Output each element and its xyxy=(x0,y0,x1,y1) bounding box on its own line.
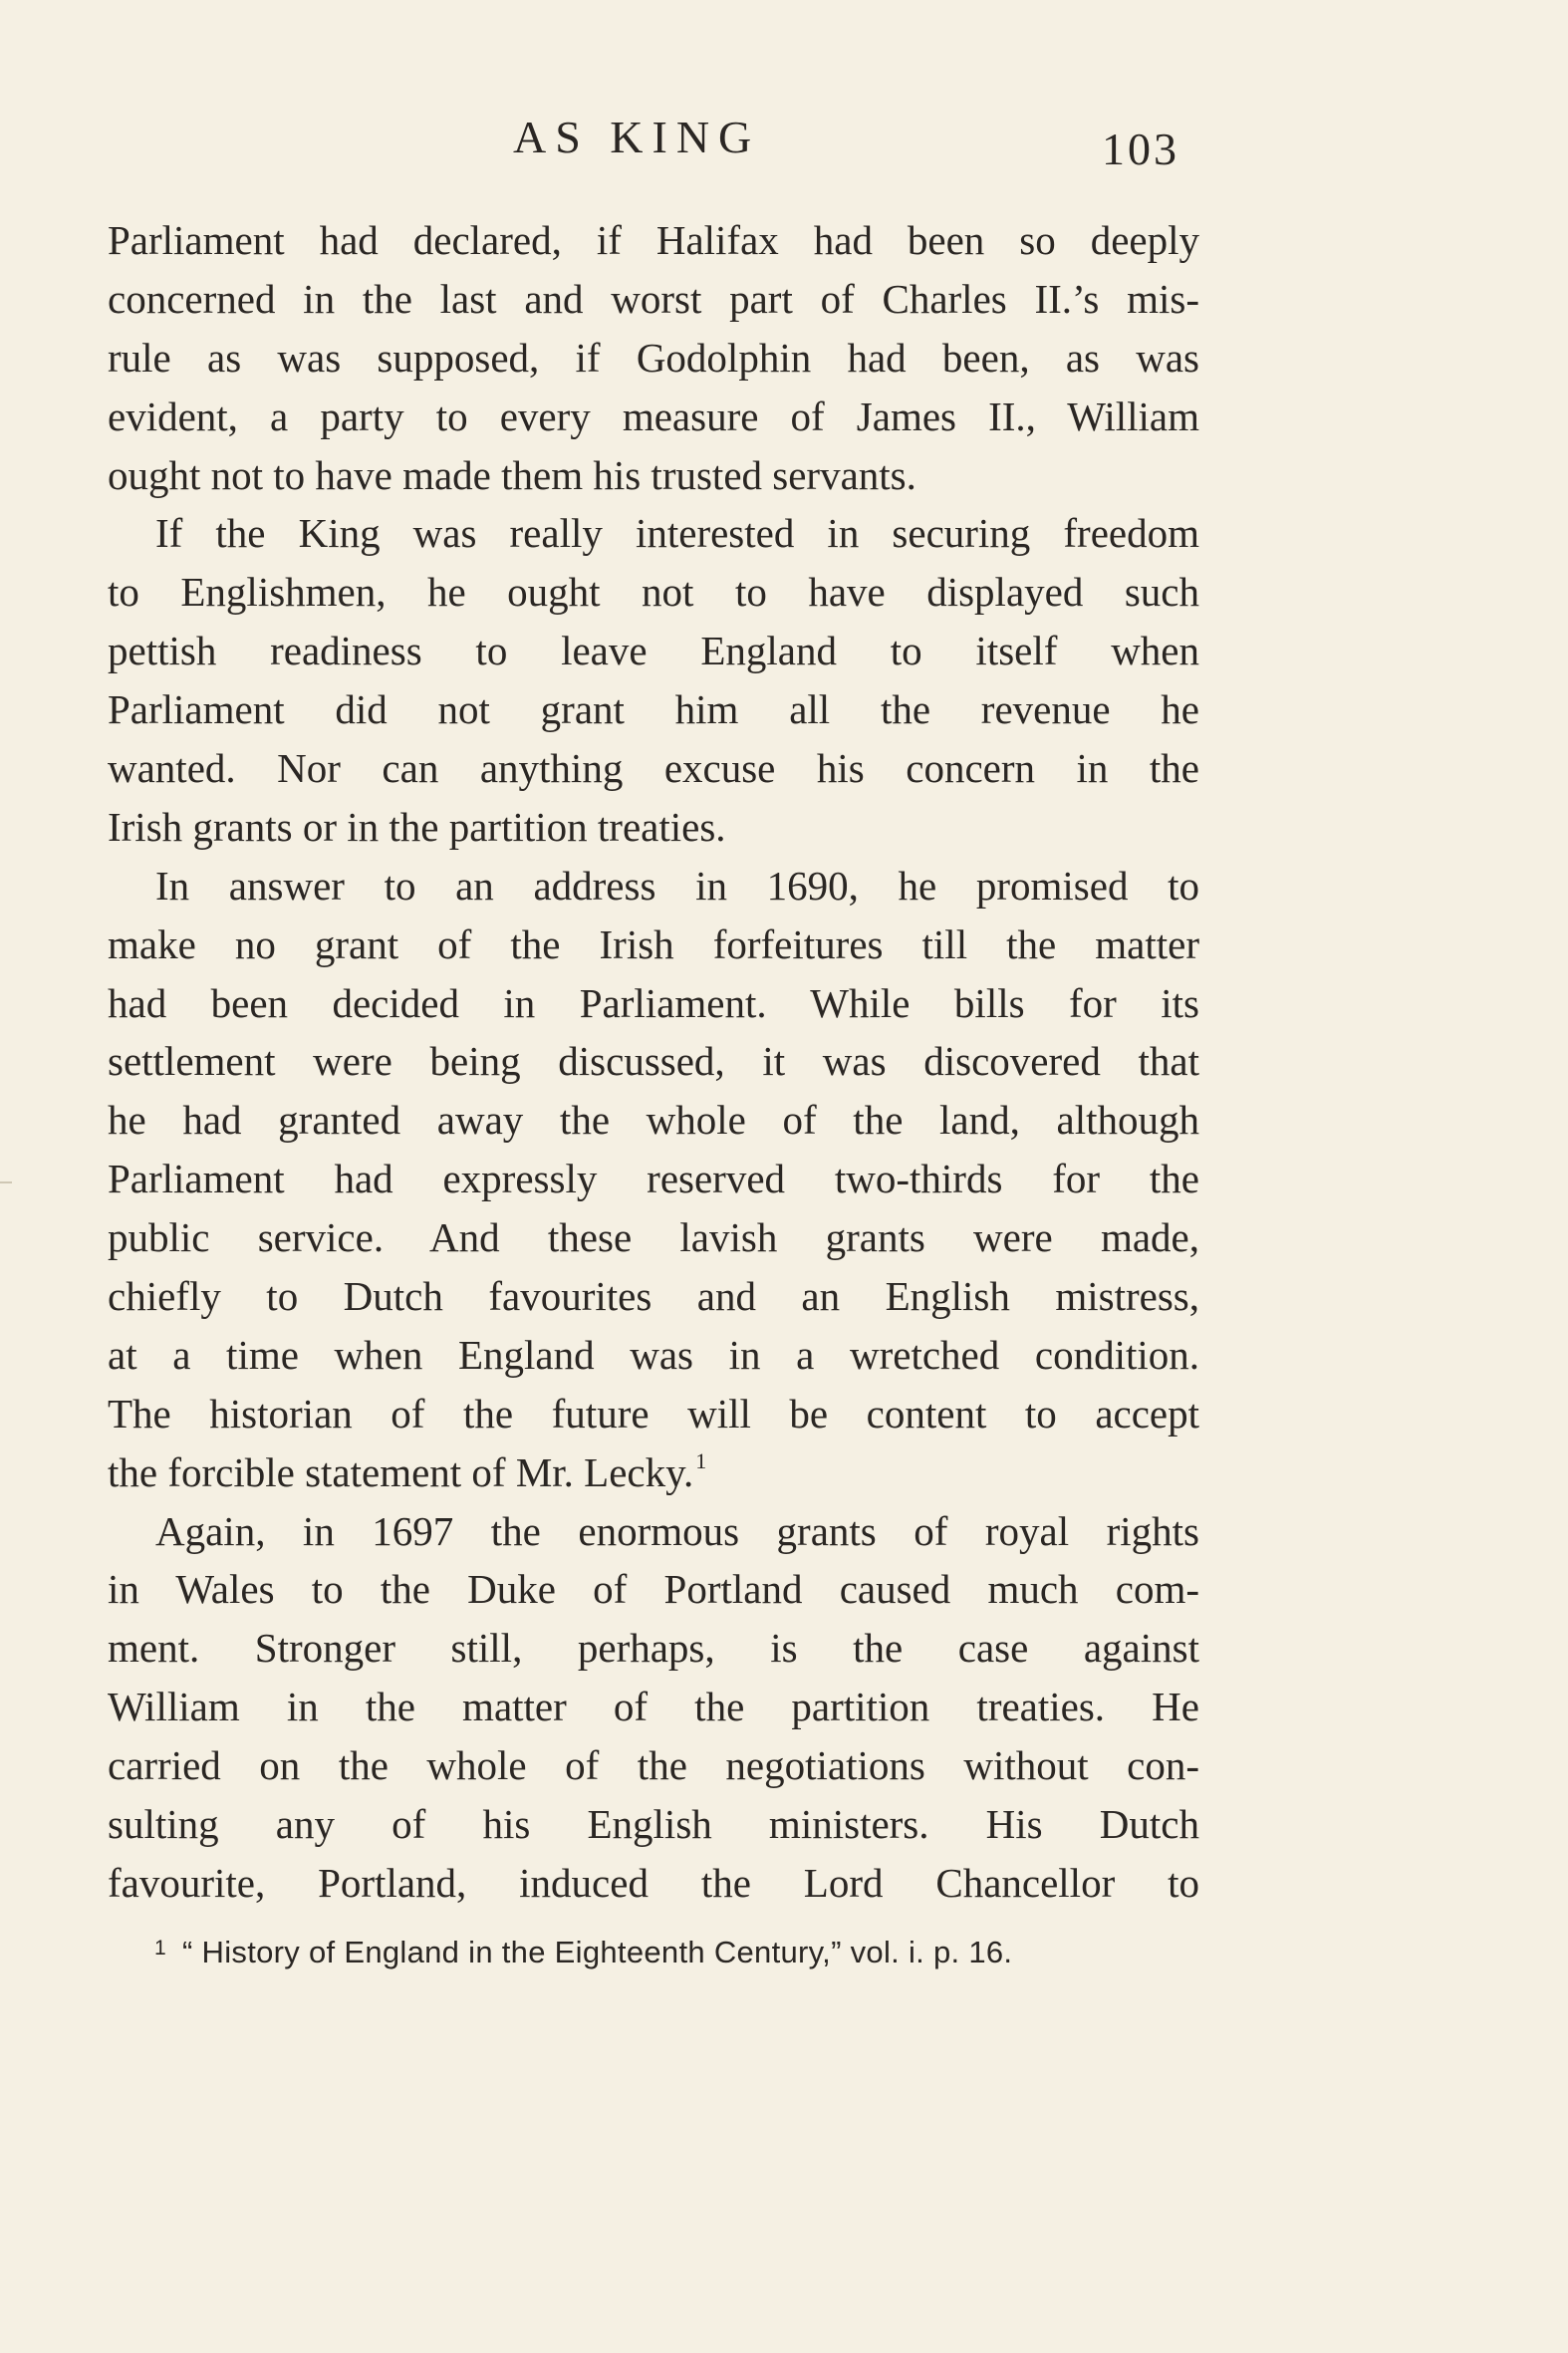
text-line xyxy=(108,563,1199,622)
text-line-content: had been decided in Parliament. While bills for its xyxy=(108,979,1199,1026)
text-line xyxy=(108,1795,1199,1854)
text-line xyxy=(108,1854,1199,1913)
text-line-content: the forcible statement of Mr. Lecky. xyxy=(108,1448,694,1495)
text-line xyxy=(108,974,1199,1033)
text-line-content: Again, in 1697 the enormous grants of royal rights xyxy=(155,1507,1199,1554)
text-line xyxy=(108,798,1199,857)
text-line xyxy=(108,1736,1199,1795)
text-line-content: public service. And these lavish grants were made, xyxy=(108,1214,1199,1261)
text-line xyxy=(108,270,1199,329)
text-line-content: to Englishmen, he ought not to have displayed such xyxy=(108,569,1199,616)
text-line-content: If the King was really interested in securing freedom xyxy=(155,510,1199,557)
text-line xyxy=(108,739,1199,798)
text-line-content: settlement were being discussed, it was discovered that xyxy=(108,1038,1199,1085)
margin-mark xyxy=(0,1181,12,1183)
text-line-content: The historian of the future will be content to accept xyxy=(108,1390,1199,1437)
text-line xyxy=(108,857,1199,915)
text-line xyxy=(108,1619,1199,1678)
text-line xyxy=(108,1502,1199,1561)
text-line xyxy=(108,329,1199,388)
text-line-content: Parliament had expressly reserved two-thirds for the xyxy=(108,1156,1199,1202)
text-line-content: Irish grants or in the partition treaties. xyxy=(108,803,726,850)
text-line-content: In answer to an address in 1690, he promised to xyxy=(155,862,1199,909)
text-line xyxy=(108,504,1199,563)
text-line xyxy=(108,1208,1199,1267)
text-line xyxy=(108,388,1199,446)
text-line xyxy=(108,1678,1199,1736)
page-number: 103 xyxy=(1102,124,1179,174)
footnote-reference: 1 xyxy=(695,1447,707,1473)
text-line-content: make no grant of the Irish forfeitures till the matter xyxy=(108,920,1199,967)
text-line-content: rule as was supposed, if Godolphin had been, as was xyxy=(108,334,1199,381)
text-line-content: evident, a party to every measure of James II., William xyxy=(108,392,1199,439)
text-line xyxy=(108,211,1199,270)
text-line-content: favourite, Portland, induced the Lord Chancellor to xyxy=(108,1859,1199,1906)
text-line xyxy=(108,1150,1199,1208)
footnote xyxy=(154,1928,1012,1981)
running-head xyxy=(0,108,1568,174)
footnote-mark: 1 xyxy=(154,1937,166,1960)
text-line-content: sulting any of his English ministers. His Dutch xyxy=(108,1801,1199,1848)
text-line xyxy=(108,446,1199,505)
text-line-content: William in the matter of the partition treaties. He xyxy=(108,1684,1199,1730)
text-line-content: wanted. Nor can anything excuse his concern in the xyxy=(108,745,1199,792)
text-line-content: he had granted away the whole of the land, although xyxy=(108,1097,1199,1144)
body-text xyxy=(108,211,1199,1913)
text-line-content: concerned in the last and worst part of Charles II.’s mis- xyxy=(108,275,1199,322)
text-line-content: chiefly to Dutch favourites and an English mistress, xyxy=(108,1273,1199,1320)
text-line-content: Parliament did not grant him all the revenue he xyxy=(108,686,1199,733)
text-line xyxy=(108,1560,1199,1619)
text-line-content: in Wales to the Duke of Portland caused much com- xyxy=(108,1566,1199,1613)
text-line xyxy=(108,1326,1199,1385)
text-line xyxy=(108,1443,1199,1502)
text-line xyxy=(108,1385,1199,1443)
text-line xyxy=(108,915,1199,974)
text-line-content: at a time when England was in a wretched condition. xyxy=(108,1331,1199,1378)
text-line xyxy=(108,1267,1199,1326)
text-line xyxy=(108,680,1199,739)
footnote-text: “ History of England in the Eighteenth Century,” vol. i. p. 16. xyxy=(181,1935,1013,1969)
text-line xyxy=(108,1091,1199,1150)
text-line-content: carried on the whole of the negotiations without con- xyxy=(108,1742,1199,1789)
text-line-content: Parliament had declared, if Halifax had been so deeply xyxy=(108,217,1199,263)
text-line xyxy=(108,622,1199,680)
text-line-content: ment. Stronger still, perhaps, is the case against xyxy=(108,1625,1199,1672)
text-line xyxy=(108,1032,1199,1091)
text-line-content: ought not to have made them his trusted servants. xyxy=(108,451,916,498)
text-line-content: pettish readiness to leave England to itself when xyxy=(108,628,1199,674)
running-head-title: AS KING xyxy=(513,112,761,162)
